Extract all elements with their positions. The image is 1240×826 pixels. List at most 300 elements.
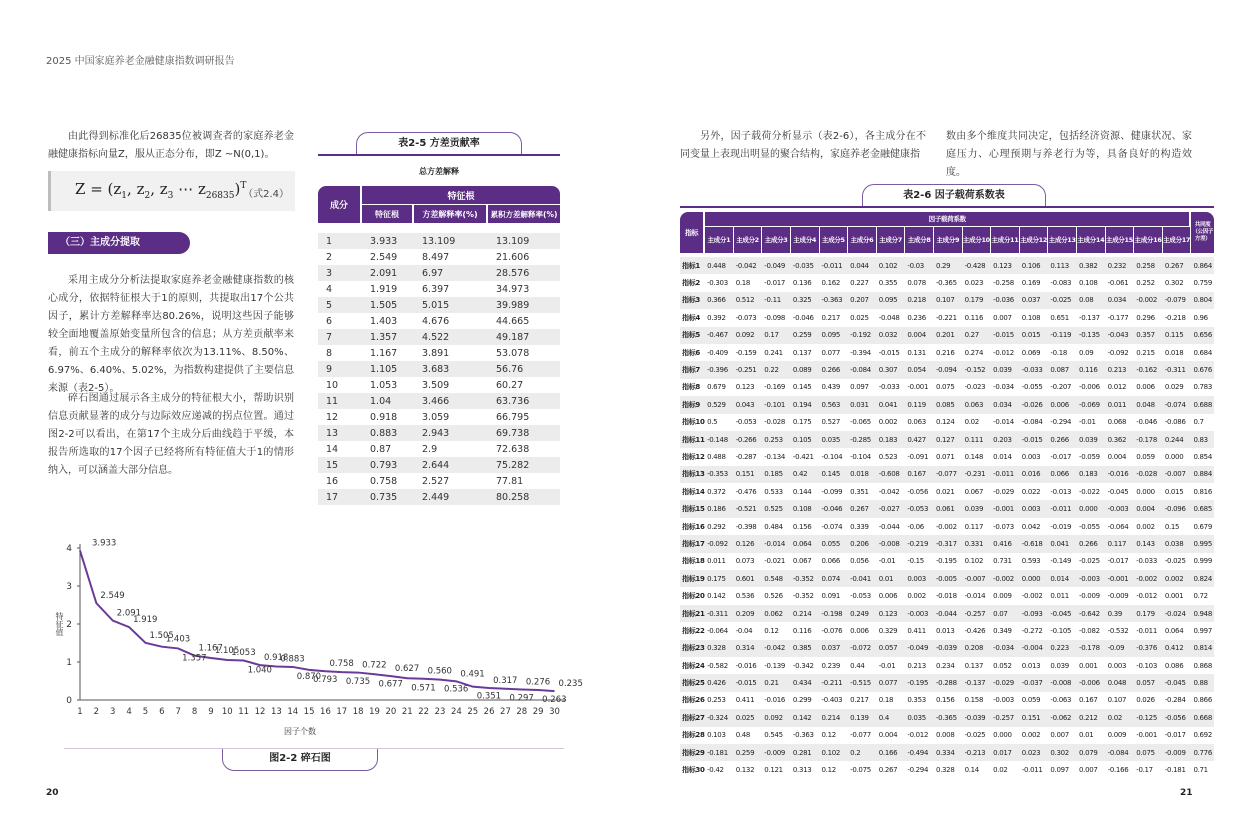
- component-cell: 8: [326, 347, 333, 359]
- loading-cell: 0.015: [1164, 487, 1184, 496]
- loading-cell: 0.059: [1021, 696, 1041, 705]
- loading-cell: 0.092: [762, 709, 791, 726]
- loading-cell: 0.253: [707, 696, 726, 705]
- loading-cell: -0.063: [1050, 696, 1072, 705]
- loading-cell: 0.731: [993, 557, 1012, 566]
- indicator-label: 指标4: [682, 313, 700, 322]
- table-row: [680, 761, 1214, 778]
- loading-cell: -0.642: [1077, 605, 1106, 622]
- loading-cell: -0.42: [707, 766, 724, 775]
- loading-cell: -0.294: [1050, 418, 1072, 427]
- loading-cell: 0.156: [935, 696, 955, 705]
- loading-cell: 0.679: [707, 383, 726, 392]
- loading-cell: 0.339: [850, 522, 869, 531]
- loading-cell: 0.113: [1048, 257, 1077, 274]
- loading-cell: 0.382: [1077, 257, 1106, 274]
- var-cell: 2.9: [422, 443, 438, 455]
- indicator-label: 指标10: [682, 418, 705, 427]
- loading-cell: 0.108: [791, 500, 820, 517]
- loading-cell: -0.049: [905, 640, 934, 657]
- table-row: [680, 657, 1214, 674]
- loading-cell: 0.092: [734, 327, 763, 344]
- loading-cell: 0.266: [1048, 431, 1077, 448]
- communality-cell: 0.824: [1191, 570, 1214, 587]
- indicator-label: 指标19: [680, 570, 705, 587]
- loading-cell: -0.198: [820, 605, 849, 622]
- loading-cell: 0.29: [934, 257, 963, 274]
- indicator-label: 指标25: [680, 674, 705, 691]
- indicator-label: 指标9: [680, 396, 705, 413]
- loading-cell: -0.003: [1077, 570, 1106, 587]
- indicator-label: 指标27: [680, 709, 705, 726]
- x-tick-label: 26: [483, 707, 495, 717]
- y-tick-label: 4: [66, 544, 72, 554]
- table-row: [318, 441, 560, 457]
- loading-cell: -0.008: [1048, 674, 1077, 691]
- x-tick-label: 14: [287, 707, 299, 717]
- loading-cell: -0.023: [964, 383, 986, 392]
- loading-cell: -0.149: [1050, 557, 1072, 566]
- loading-cell: 0.003: [905, 570, 934, 587]
- loading-cell: 0.077: [877, 674, 906, 691]
- loading-cell: 0.002: [878, 418, 898, 427]
- loading-cell: 0.105: [791, 431, 820, 448]
- loading-cell: -0.021: [764, 557, 786, 566]
- loading-cell: -0.365: [934, 709, 963, 726]
- loading-cell: 0.258: [1134, 257, 1163, 274]
- x-tick-label: 27: [500, 707, 511, 717]
- table-row: [318, 409, 560, 425]
- factor-header: 主成分3: [762, 227, 791, 253]
- x-tick-label: 6: [159, 707, 165, 717]
- factor-header: 主成分9: [934, 227, 963, 253]
- factor-header: 主成分10: [963, 227, 992, 253]
- loading-cell: -0.211: [820, 674, 849, 691]
- loading-cell: -0.069: [1077, 396, 1106, 413]
- table-row: [680, 257, 1214, 274]
- table-row: [680, 553, 1214, 570]
- loading-cell: 0.014: [1048, 570, 1077, 587]
- component-cell: 1: [318, 233, 362, 249]
- loading-cell: 0.201: [934, 327, 963, 344]
- factor-header: 主成分16: [1134, 227, 1163, 253]
- communality-cell: 0.759: [1193, 279, 1212, 288]
- loading-cell: -0.016: [1106, 466, 1135, 483]
- indicator-label: 指标24: [682, 661, 705, 670]
- loading-cell: -0.363: [792, 731, 814, 740]
- x-tick-label: 21: [401, 707, 413, 717]
- loading-cell: -0.003: [993, 696, 1014, 705]
- loading-cell: 0.004: [905, 327, 934, 344]
- loading-cell: 0.107: [1107, 696, 1127, 705]
- loading-cell: -0.409: [707, 348, 728, 357]
- loading-cell: -0.016: [764, 696, 786, 705]
- loading-cell: 0.253: [762, 431, 791, 448]
- communality-cell: 0.692: [1193, 731, 1212, 740]
- indicator-label: 指标15: [680, 500, 705, 517]
- indicator-label: 指标14: [682, 487, 705, 496]
- indicator-label: 指标18: [682, 557, 705, 566]
- x-tick-label: 9: [208, 707, 214, 717]
- loading-cell: 0.412: [1163, 640, 1192, 657]
- loading-cell: -0.009: [1107, 592, 1129, 601]
- loading-cell: -0.091: [907, 452, 929, 461]
- table-row: [318, 457, 560, 473]
- loading-cell: 0.313: [792, 766, 812, 775]
- loading-cell: -0.001: [991, 500, 1020, 517]
- table26-rule: [680, 206, 1214, 208]
- col-var-header: 方差解释率(%): [414, 205, 488, 223]
- loading-cell: 0.074: [820, 570, 849, 587]
- loading-cell: 0.102: [820, 744, 849, 761]
- table-row: [318, 377, 560, 393]
- loading-cell: 0.183: [1077, 466, 1106, 483]
- table-row: [680, 727, 1214, 744]
- chart-caption: 图2-2 碎石图: [222, 749, 378, 771]
- component-cell: 15: [318, 457, 362, 473]
- loading-cell: -0.01: [878, 557, 896, 566]
- var-cell: 3.891: [422, 347, 450, 359]
- loading-cell: 0.123: [877, 605, 906, 622]
- loading-cell: -0.394: [850, 348, 871, 357]
- indicator-label: 指标8: [682, 383, 700, 392]
- loading-cell: -0.017: [1050, 452, 1072, 461]
- loading-cell: -0.012: [1136, 592, 1157, 601]
- loading-cell: -0.013: [1050, 487, 1072, 496]
- indicator-label: 指标29: [680, 744, 705, 761]
- loading-cell: 0.011: [1106, 396, 1135, 413]
- communality-cell: 0.884: [1191, 466, 1214, 483]
- loading-cell: 0.071: [935, 452, 955, 461]
- table-row: [318, 281, 560, 297]
- data-label: 0.722: [362, 660, 387, 671]
- table-row: [680, 344, 1214, 361]
- loading-cell: 0.329: [878, 626, 898, 635]
- loading-cell: 0.02: [964, 418, 979, 427]
- loading-cell: 0.102: [877, 257, 906, 274]
- indicator-label: 指标2: [682, 279, 700, 288]
- loading-cell: 0.426: [705, 674, 734, 691]
- loading-cell: -0.011: [1048, 500, 1077, 517]
- indicator-label: 指标7: [680, 361, 705, 378]
- loading-cell: 0.137: [792, 348, 812, 357]
- loading-cell: 0.102: [964, 557, 984, 566]
- loading-cell: -0.029: [993, 487, 1014, 496]
- loading-cell: 0.116: [1077, 361, 1106, 378]
- component-cell: 17: [318, 489, 362, 505]
- x-tick-label: 22: [418, 707, 430, 717]
- cum-cell: 53.078: [496, 347, 530, 359]
- loading-cell: 0.601: [734, 570, 763, 587]
- table-row: [680, 431, 1214, 448]
- loading-cell: 0.014: [993, 452, 1012, 461]
- loading-cell: -0.104: [821, 452, 843, 461]
- loading-cell: 0.034: [1106, 292, 1135, 309]
- communality-cell: 0.783: [1193, 383, 1212, 392]
- factor-header: 主成分11: [991, 227, 1020, 253]
- loading-cell: 0.116: [964, 313, 984, 322]
- loading-cell: 0.018: [1164, 348, 1184, 357]
- loading-cell: 0.385: [791, 640, 820, 657]
- loading-cell: -0.618: [1020, 535, 1049, 552]
- loading-cell: 0.073: [735, 557, 755, 566]
- loading-cell: -0.105: [1050, 626, 1072, 635]
- loading-cell: -0.042: [878, 487, 900, 496]
- eigen-cell: 1.04: [362, 393, 414, 409]
- loading-cell: -0.082: [1079, 626, 1100, 635]
- y-tick-label: 0: [66, 696, 72, 706]
- loading-cell: -0.353: [705, 466, 734, 483]
- cum-cell: 39.989: [488, 297, 560, 313]
- var-cell: 13.109: [414, 233, 488, 249]
- table-row: [318, 313, 560, 329]
- component-cell: 3: [318, 265, 362, 281]
- table-row: [680, 466, 1214, 483]
- loading-cell: -0.019: [1050, 522, 1072, 531]
- loading-cell: 0.000: [1136, 487, 1155, 496]
- data-label: 0.297: [509, 693, 534, 704]
- loading-cell: 0.234: [935, 661, 955, 670]
- loading-cell: 0.355: [878, 279, 898, 288]
- loading-cell: -0.009: [762, 744, 791, 761]
- loading-cell: 0.545: [764, 731, 783, 740]
- loading-cell: -0.135: [1077, 327, 1106, 344]
- loading-cell: -0.494: [905, 744, 934, 761]
- factor-header: 主成分8: [905, 227, 934, 253]
- loading-cell: 0.055: [820, 535, 849, 552]
- table-row: [680, 709, 1214, 726]
- var-cell: 2.943: [414, 425, 488, 441]
- loading-cell: 0.15: [1164, 522, 1180, 531]
- page-number-right: 21: [1180, 788, 1193, 798]
- loading-cell: -0.094: [934, 361, 963, 378]
- formula-expression: $Z = (z_1$, $z_2$, $z_3$ ⋯ $z_{26835})^T$: [75, 180, 247, 201]
- loading-cell: 0.512: [734, 292, 763, 309]
- loading-cell: 0.087: [1048, 361, 1077, 378]
- table-row: [680, 309, 1214, 326]
- data-label: 0.793: [313, 674, 338, 685]
- loading-cell: 0.223: [1048, 640, 1077, 657]
- loading-cell: -0.014: [964, 592, 986, 601]
- table-row: [680, 327, 1214, 344]
- loading-cell: 0.063: [907, 418, 926, 427]
- loading-cell: 0.056: [850, 557, 869, 566]
- loading-cell: 0.4: [877, 709, 906, 726]
- loading-cell: 0.167: [1079, 696, 1098, 705]
- loading-cell: 0.267: [1163, 257, 1192, 274]
- loading-cell: -0.024: [1163, 605, 1192, 622]
- loading-cell: 0.22: [762, 361, 791, 378]
- loading-cell: 0.061: [934, 500, 963, 517]
- loading-cell: 0.439: [821, 383, 841, 392]
- eigen-cell: 0.793: [362, 457, 414, 473]
- loading-cell: 0.266: [1077, 535, 1106, 552]
- loading-cell: -0.033: [878, 383, 900, 392]
- loading-cell: -0.294: [907, 766, 929, 775]
- data-label: 1.167: [198, 643, 223, 654]
- table-row: [680, 674, 1214, 691]
- var-cell: 2.644: [414, 457, 488, 473]
- loading-cell: -0.041: [848, 570, 877, 587]
- loading-cell: -0.029: [991, 674, 1020, 691]
- loading-cell: 0.274: [964, 348, 984, 357]
- cum-cell: 72.638: [496, 443, 530, 455]
- var-cell: 2.527: [422, 475, 450, 487]
- loading-cell: -0.181: [705, 744, 734, 761]
- loading-cell: 0.366: [705, 292, 734, 309]
- loading-cell: -0.428: [963, 257, 992, 274]
- loading-cell: 0.175: [705, 570, 734, 587]
- data-label: 0.735: [345, 677, 371, 688]
- loading-cell: -0.001: [907, 383, 929, 392]
- loading-cell: 0.002: [1136, 522, 1155, 531]
- data-label: 2.091: [116, 608, 142, 619]
- right-paragraph-col2: 数由多个维度共同决定，包括经济资源、健康状况、家庭压力、心理预期与养老行为等，具备良好的构造效度。: [946, 131, 1192, 178]
- loading-cell: -0.014: [762, 535, 791, 552]
- loading-cell: 0.563: [820, 396, 849, 413]
- loading-cell: -0.002: [1021, 592, 1043, 601]
- x-tick-label: 23: [434, 707, 446, 717]
- factor-header: 主成分17: [1163, 227, 1192, 253]
- loading-cell: 0.025: [850, 313, 869, 322]
- loading-cell: 0.217: [850, 696, 869, 705]
- loading-cell: -0.062: [1048, 709, 1077, 726]
- loading-cell: 0.236: [907, 313, 926, 322]
- communality-cell: 0.88: [1191, 674, 1214, 691]
- data-label: 0.883: [280, 654, 305, 665]
- loading-cell: 0.039: [1050, 661, 1069, 670]
- loading-cell: 0.069: [1021, 348, 1041, 357]
- loading-cell: -0.195: [905, 674, 934, 691]
- loading-cell: -0.181: [1164, 766, 1186, 775]
- communality-cell: 0.684: [1193, 348, 1212, 357]
- loading-cell: -0.003: [1106, 500, 1135, 517]
- loading-cell: -0.467: [705, 327, 734, 344]
- loading-cell: -0.043: [1106, 327, 1135, 344]
- loading-cell: 0.12: [764, 626, 779, 635]
- loading-cell: -0.011: [820, 257, 849, 274]
- loading-cell: -0.053: [905, 500, 934, 517]
- communality-cell: 0.997: [1193, 626, 1212, 635]
- loading-cell: -0.324: [705, 709, 734, 726]
- eigen-cell: 1.167: [370, 347, 398, 359]
- component-cell: 2: [326, 251, 333, 263]
- var-cell: 3.466: [414, 393, 488, 409]
- loading-cell: 0.011: [1050, 592, 1069, 601]
- eigen-cell: 1.053: [370, 379, 398, 391]
- loading-cell: 0.307: [877, 361, 906, 378]
- loading-cell: 0.107: [934, 292, 963, 309]
- loading-cell: 0.08: [1077, 292, 1106, 309]
- loading-cell: -0.311: [1163, 361, 1192, 378]
- indicator-label: 指标17: [680, 535, 705, 552]
- table-row: [318, 425, 560, 441]
- x-tick-label: 1: [77, 707, 83, 717]
- x-tick-label: 8: [191, 707, 198, 717]
- indicator-label: 指标28: [682, 731, 705, 740]
- loading-cell: -0.048: [878, 313, 900, 322]
- table-row: [680, 483, 1214, 500]
- formula-number: （式2.4）: [243, 189, 289, 200]
- loading-cell: 0.085: [934, 396, 963, 413]
- loading-cell: -0.093: [1020, 605, 1049, 622]
- indicator-label: 指标5: [680, 327, 705, 344]
- loading-cell: 0.123: [991, 257, 1020, 274]
- loading-cell: 0.328: [705, 640, 734, 657]
- loading-cell: 0.214: [791, 605, 820, 622]
- loading-cell: -0.421: [792, 452, 814, 461]
- loading-cell: -0.169: [764, 383, 786, 392]
- loading-cell: 0.175: [792, 418, 812, 427]
- loading-cell: -0.166: [1107, 766, 1129, 775]
- loading-cell: -0.039: [934, 640, 963, 657]
- loading-cell: -0.099: [821, 487, 843, 496]
- loading-cell: 0.021: [935, 487, 955, 496]
- loading-cell: -0.025: [1048, 292, 1077, 309]
- loading-cell: 0.02: [993, 766, 1008, 775]
- loading-cell: 0.227: [850, 279, 869, 288]
- loading-cell: -0.084: [1106, 744, 1135, 761]
- table-row: [318, 489, 560, 505]
- factor-header: 主成分5: [820, 227, 849, 253]
- loading-cell: 0.215: [1136, 348, 1155, 357]
- table-row: [318, 473, 560, 489]
- loading-cell: -0.033: [1020, 361, 1049, 378]
- loading-cell: -0.011: [991, 466, 1020, 483]
- table25-rule: [318, 154, 560, 156]
- loading-cell: 0.035: [905, 709, 934, 726]
- cum-cell: 56.76: [488, 361, 560, 377]
- loading-cell: 0.008: [935, 731, 955, 740]
- loading-cell: 0.526: [764, 592, 783, 601]
- var-cell: 5.015: [414, 297, 488, 313]
- table-row: [318, 345, 560, 361]
- communality-cell: 0.816: [1193, 487, 1212, 496]
- loading-cell: 0.115: [1163, 327, 1192, 344]
- loading-cell: 0.212: [1077, 709, 1106, 726]
- loading-cell: 0.067: [792, 557, 812, 566]
- loading-cell: -0.192: [848, 327, 877, 344]
- loading-cell: 0.003: [1107, 661, 1127, 670]
- indicator-label: 指标21: [680, 605, 705, 622]
- loading-cell: 0.194: [791, 396, 820, 413]
- loading-cell: -0.219: [905, 535, 934, 552]
- table-row: [680, 379, 1214, 396]
- x-tick-label: 20: [385, 707, 397, 717]
- loading-cell: -0.258: [993, 279, 1014, 288]
- loading-cell: -0.303: [707, 279, 728, 288]
- col-loading-group-header: 因子载荷系数: [705, 212, 1191, 227]
- loading-cell: 0.296: [1136, 313, 1155, 322]
- loading-cell: -0.008: [877, 535, 906, 552]
- loading-cell: 0.018: [848, 466, 877, 483]
- loading-cell: 0.004: [1107, 452, 1127, 461]
- loading-cell: -0.006: [1077, 674, 1106, 691]
- component-cell: 14: [326, 443, 339, 455]
- loading-cell: 0.048: [1134, 396, 1163, 413]
- loading-cell: 0.048: [1106, 674, 1135, 691]
- loading-cell: 0.214: [820, 709, 849, 726]
- loading-cell: -0.15: [907, 557, 924, 566]
- loading-cell: -0.064: [707, 626, 728, 635]
- loading-cell: -0.317: [934, 535, 963, 552]
- loading-cell: 0.132: [735, 766, 755, 775]
- loading-cell: -0.083: [1050, 279, 1072, 288]
- data-label: 0.263: [542, 695, 567, 706]
- loading-cell: -0.045: [1107, 487, 1129, 496]
- loading-cell: -0.476: [735, 487, 757, 496]
- indicator-label: 指标16: [682, 522, 705, 531]
